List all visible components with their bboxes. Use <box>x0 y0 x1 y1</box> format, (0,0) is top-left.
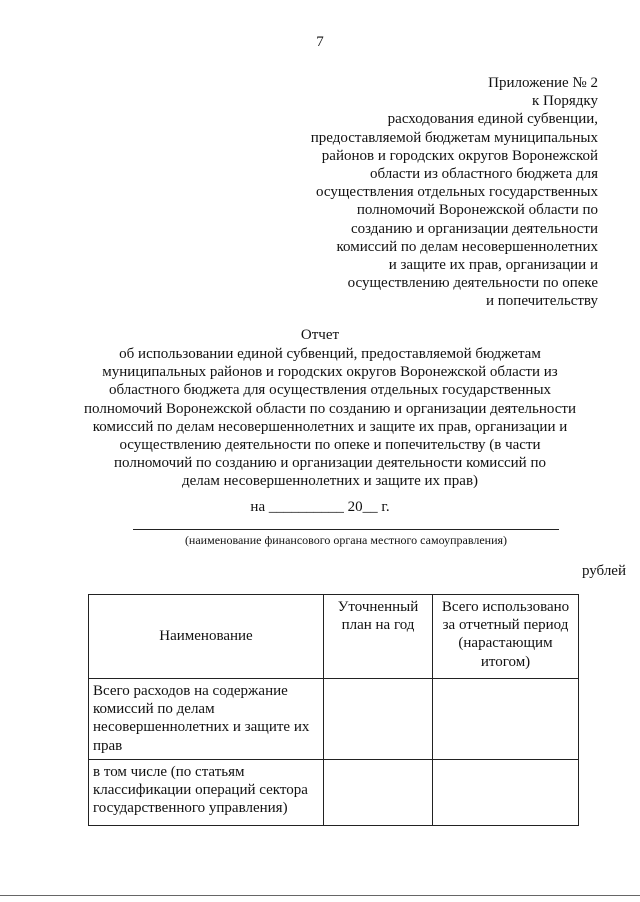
report-description-line: комиссий по делам несовершеннолетних и защите их прав, организации и <box>92 418 568 435</box>
report-description-line: областного бюджета для осуществления отдельных государственных <box>108 382 552 399</box>
report-description-line: полномочий Воронежской области по созданию и организации деятельности <box>84 400 576 417</box>
appendix-line: осуществления отдельных государственных <box>316 184 598 201</box>
report-table <box>88 594 579 826</box>
org-name-caption: (наименование финансового органа местного самоуправления) <box>184 533 508 547</box>
appendix-line: области из областного бюджета для <box>370 166 598 183</box>
report-title: Отчет <box>300 327 340 343</box>
appendix-line: районов и городских округов Воронежской <box>321 147 598 164</box>
row-name-cell: в том числе (по статьям классификации операций сектора государственного управления) <box>89 760 324 826</box>
appendix-line: полномочий Воронежской области по <box>356 202 598 219</box>
header-used: Всего использовано за отчетный период (нарастающим итогом) <box>433 595 579 679</box>
page-number: 7 <box>316 34 324 50</box>
appendix-line: к Порядку <box>532 93 598 110</box>
report-description-line: муниципальных районов и городских округов Воронежской области из <box>102 364 558 381</box>
report-date-line: на __________ 20__ г. <box>250 499 390 515</box>
report-description-line: осуществлению деятельности по опеке и попечительству (в части <box>119 437 541 454</box>
table-row <box>89 760 579 826</box>
report-description-line: делам несовершеннолетних и защите их прав) <box>181 473 479 490</box>
appendix-line: осуществлению деятельности по опеке <box>347 275 598 292</box>
report-description-line: об использовании единой субвенций, предоставляемой бюджетам <box>119 346 541 362</box>
page-bottom-rule <box>0 895 640 896</box>
appendix-line: и защите их прав, организации и <box>388 257 598 274</box>
appendix-line: комиссий по делам несовершеннолетних <box>336 238 598 255</box>
row-name-cell: Всего расходов на содержание комиссий по делам несовершеннолетних и защите их прав <box>89 679 324 760</box>
org-name-underline <box>133 529 559 530</box>
row-plan-cell <box>324 760 433 826</box>
appendix-line: предоставляемой бюджетам муниципальных <box>310 129 598 146</box>
appendix-line: созданию и организации деятельности <box>350 220 598 237</box>
row-used-cell <box>433 679 579 760</box>
appendix-header <box>278 74 598 311</box>
appendix-line: и попечительству <box>485 293 598 310</box>
currency-units: рублей <box>581 563 626 579</box>
row-plan-cell <box>324 679 433 760</box>
appendix-line: расходования единой субвенции, <box>387 111 598 128</box>
table-header-row <box>89 595 579 679</box>
table-row <box>89 679 579 760</box>
header-name: Наименование <box>89 595 324 679</box>
row-used-cell <box>433 760 579 826</box>
report-description-line: полномочий по созданию и организации деятельности комиссий по <box>114 455 546 472</box>
header-plan: Уточненный план на год <box>324 595 433 679</box>
appendix-line: Приложение № 2 <box>488 75 598 91</box>
report-description <box>60 345 600 491</box>
